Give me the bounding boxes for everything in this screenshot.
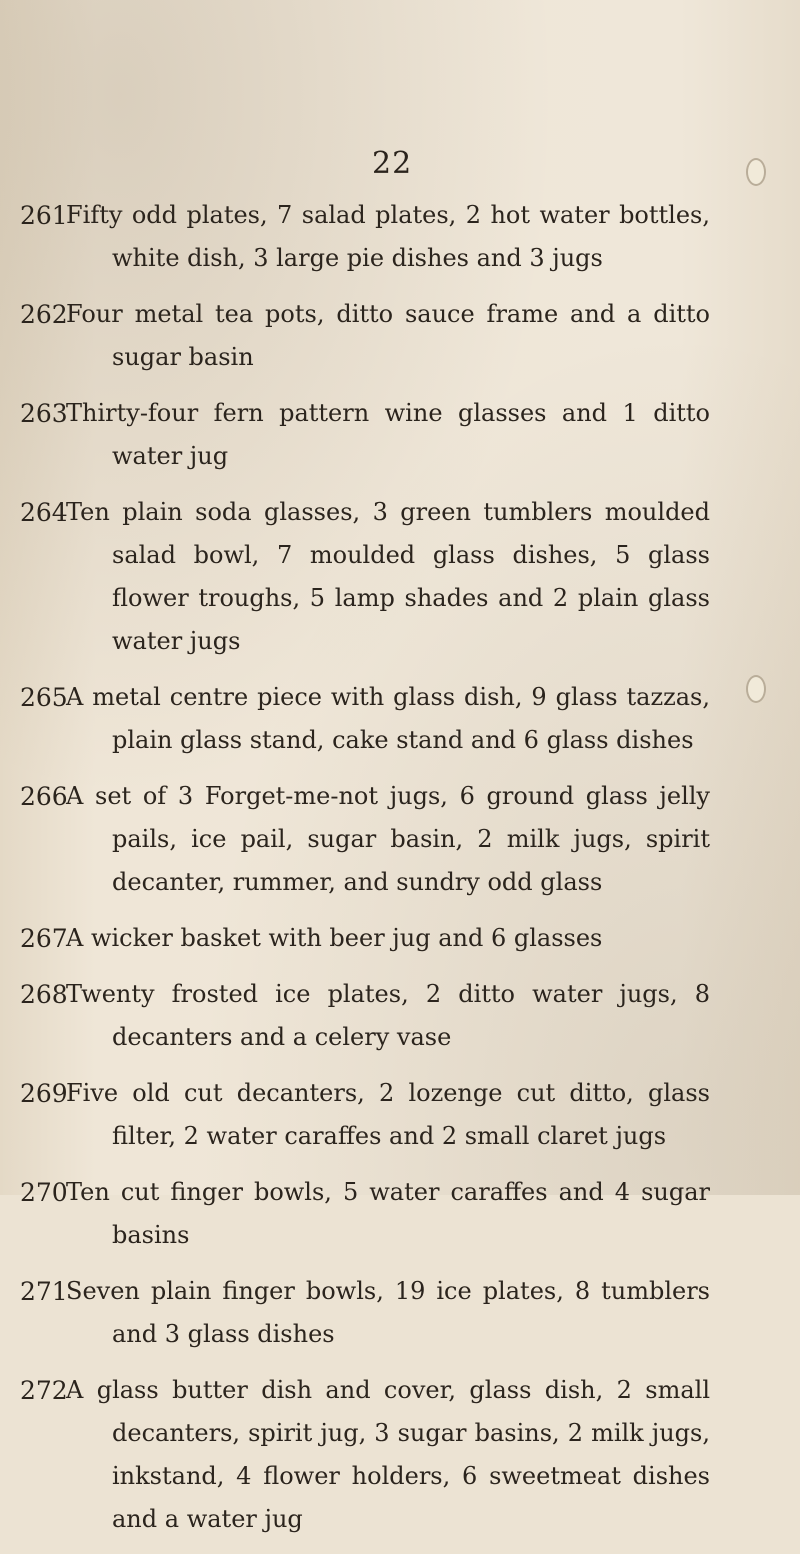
lot-entry (20, 1171, 710, 1257)
lot-entry (20, 676, 710, 762)
lot-number: 263 (20, 399, 68, 428)
lot-description: Fifty odd plates, 7 salad plates, 2 hot water bottles, white dish, 3 large pie dishes and 3 jugs (66, 201, 710, 272)
lot-number: 270 (20, 1178, 68, 1207)
lot-number: 272 (20, 1376, 68, 1405)
lot-number: 265 (20, 683, 68, 712)
lot-number: 266 (20, 782, 68, 811)
binding-hole (746, 158, 766, 186)
lot-entry (20, 293, 710, 379)
lot-number: 261 (20, 201, 68, 230)
lot-number: 262 (20, 300, 68, 329)
lot-description: Four metal tea pots, ditto sauce frame and a ditto sugar basin (66, 300, 710, 371)
lot-entry (20, 973, 710, 1059)
lot-description: Thirty-four fern pattern wine glasses and 1 ditto water jug (66, 399, 710, 470)
lot-entry (20, 491, 710, 663)
lot-description: Seven plain finger bowls, 19 ice plates, 8 tumblers and 3 glass dishes (66, 1277, 710, 1348)
lot-entry (20, 194, 710, 280)
page-number: 22 (372, 146, 413, 181)
binding-hole (746, 675, 766, 703)
lot-entry (20, 1270, 710, 1356)
lot-number: 271 (20, 1277, 68, 1306)
lot-number: 269 (20, 1079, 68, 1108)
lot-number: 268 (20, 980, 68, 1009)
lot-number: 267 (20, 924, 68, 953)
lot-entry (20, 1072, 710, 1158)
lot-entry (20, 917, 710, 960)
lot-entry (20, 392, 710, 478)
lot-description: Twenty frosted ice plates, 2 ditto water jugs, 8 decanters and a celery vase (66, 980, 710, 1051)
lot-entry (20, 1369, 710, 1541)
lot-description: A wicker basket with beer jug and 6 glasses (66, 924, 603, 952)
lot-description: Five old cut decanters, 2 lozenge cut ditto, glass filter, 2 water caraffes and 2 small claret jugs (66, 1079, 710, 1150)
lot-description: A set of 3 Forget-me-not jugs, 6 ground glass jelly pails, ice pail, sugar basin, 2 milk jugs, spirit decanter, rummer, and sundry odd glass (66, 782, 710, 896)
lot-description: A glass butter dish and cover, glass dish, 2 small decanters, spirit jug, 3 sugar basins, 2 milk jugs, inkstand, 4 flower holders, 6 sweetmeat dishes and a water jug (66, 1376, 710, 1533)
lot-entry (20, 775, 710, 904)
lot-description: Ten plain soda glasses, 3 green tumblers moulded salad bowl, 7 moulded glass dishes, 5 glass flower troughs, 5 lamp shades and 2 plain glass water jugs (66, 498, 710, 655)
lot-description: A metal centre piece with glass dish, 9 glass tazzas, plain glass stand, cake stand and 6 glass dishes (66, 683, 710, 754)
lot-list (20, 194, 710, 1554)
lot-description: Ten cut finger bowls, 5 water caraffes and 4 sugar basins (66, 1178, 710, 1249)
lot-number: 264 (20, 498, 68, 527)
